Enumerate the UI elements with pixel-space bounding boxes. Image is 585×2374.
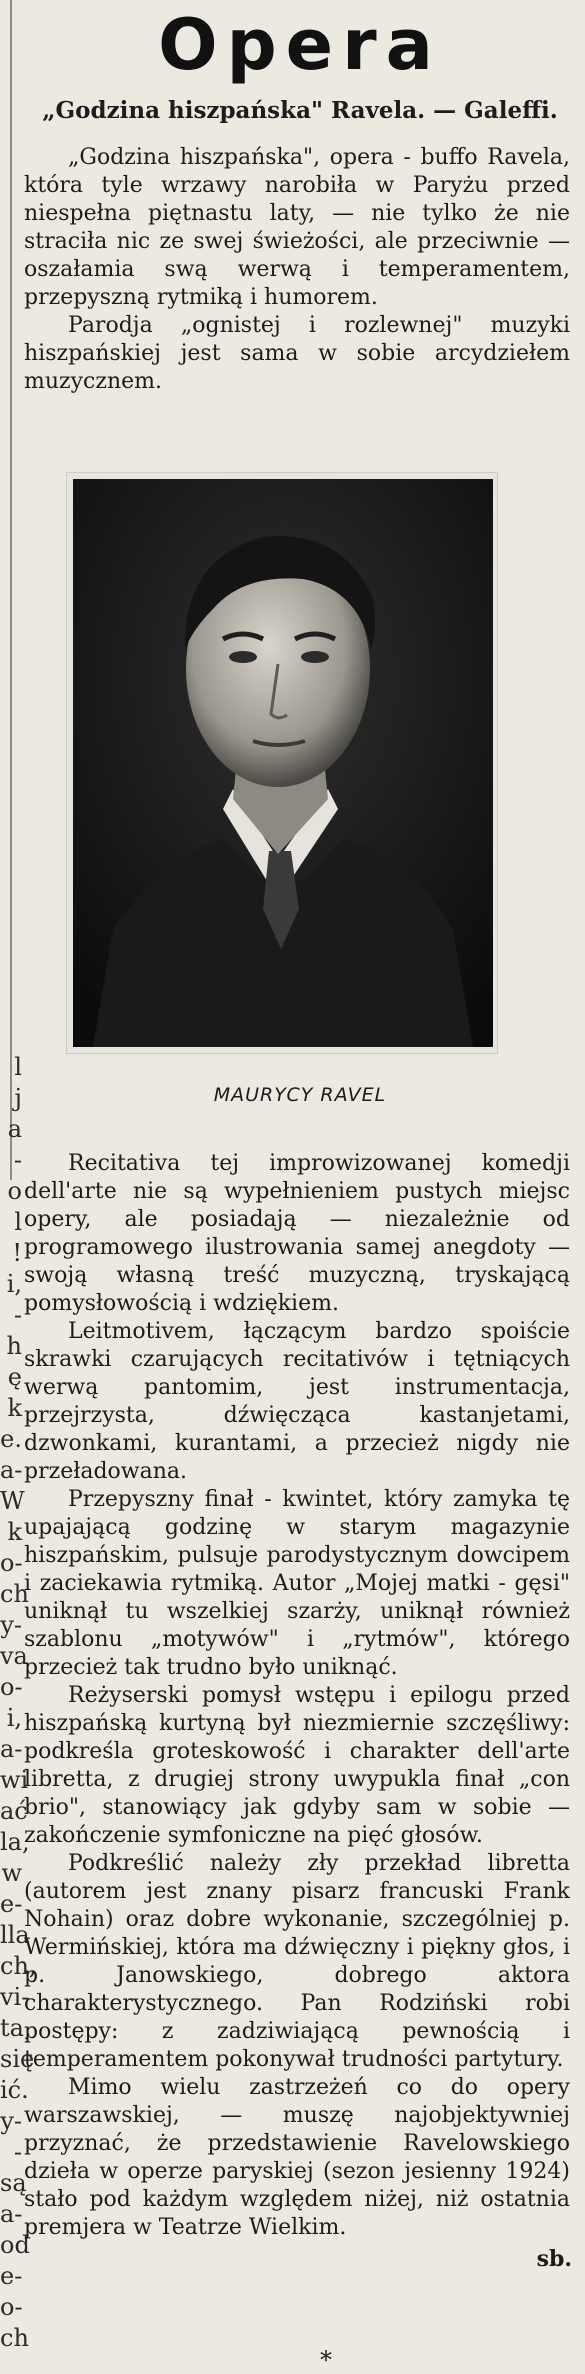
left-column-text-fragment: e.: [0, 1425, 22, 1453]
end-mark: *: [320, 2346, 332, 2374]
left-column-text-fragment: o: [7, 1177, 22, 1205]
left-column-text-fragment: ch: [0, 2324, 29, 2352]
body-paragraph: Leitmotivem, łączącym bardzo spoiście skrawki czarujących recitativów i tętniących werwą pantomim, jest instrumentacja, przejrzysta, dźwięcząca kastanjetami, dzwonkami, kurantami, a przecież nigdy nie przeładowana.: [24, 1319, 570, 1484]
left-column-text-fragment: ch: [0, 1580, 29, 1608]
left-column-text-fragment: la,: [0, 1828, 30, 1856]
left-column-text-fragment: a-: [0, 2200, 23, 2228]
body-paragraph: Recitativa tej improwizowanej komedji dell'arte nie są wypełnieniem pustych miejsc opery, ale posiadają — niezależnie od programowego ilustrowania samej anegdoty — swoją własną treść muzyczną, tryskającą pomysłowością i wdziękiem.: [24, 1151, 570, 1316]
portrait-photo: [66, 472, 498, 1054]
left-column-text-fragment: vi-: [0, 1983, 30, 2011]
left-column-text-fragment: W: [0, 1487, 25, 1515]
left-column-text-fragment: a: [7, 1115, 22, 1143]
portrait-svg: [73, 479, 493, 1047]
left-column-text-fragment: -: [13, 1146, 22, 1174]
left-column-text-fragment: o-: [0, 1673, 23, 1701]
left-column-text-fragment: ta,: [0, 2014, 32, 2042]
left-column-text-fragment: a-: [0, 1456, 23, 1484]
left-column-text-fragment: l: [14, 1208, 22, 1236]
body-paragraph: Reżyserski pomysł wstępu i epilogu przed hiszpańską kurtyną był niezmiernie szczęśliwy: podkreśla groteskowość i charakter dell'arte libretta, z drugiej strony uwypukla finał „con brio", stanowiący jak gdyby sam w sobie — zakończenie symfoniczne na pięć głosów.: [24, 1683, 570, 1848]
left-column-fragment: [0, 0, 37, 2372]
left-column-text-fragment: -: [13, 1301, 22, 1329]
left-column-text-fragment: od: [0, 2231, 30, 2259]
article: [24, 0, 576, 2374]
article-title: Opera: [158, 4, 442, 86]
left-column-text-fragment: e-: [0, 1890, 23, 1918]
left-column-text-fragment: ę: [7, 1363, 22, 1391]
left-column-text-fragment: ić.: [0, 2076, 29, 2104]
article-body: [24, 1150, 576, 2272]
body-paragraph: Przepyszny finał - kwintet, który zamyka tę upajającą godzinę w starym magazynie hiszpańskim, pulsuje parodystycznym dowcipem i zaciekawia rytmiką. Autor „Mojej matki - gęsi" uniknął tu wszelkiej szarży, uniknął również szablonu „motywów" i „rytmów", którego przecież tak trudno było uniknąć.: [24, 1487, 570, 1680]
left-column-text-fragment: o-: [0, 1549, 23, 1577]
left-column-text-fragment: -: [13, 2138, 22, 2166]
left-column-text-fragment: się: [0, 2045, 35, 2073]
left-column-text-fragment: wi: [0, 1766, 29, 1794]
left-column-text-fragment: k: [7, 1518, 22, 1546]
left-column-text-fragment: e-: [0, 2262, 23, 2290]
left-column-text-fragment: i,: [6, 1270, 22, 1298]
body-paragraph: Mimo wielu zastrzeżeń co do opery warszawskiej, — muszę najobjektywniej przyznać, że przedstawienie Ravelowskiego dzieła w operze paryskiej (sezon jesienny 1924) stało pod każdym względem niżej, niż ostatnia premjera w Teatrze Wielkim.: [24, 2075, 570, 2240]
intro-paragraph: Parodja „ognistej i rozlewnej" muzyki hiszpańskiej jest sama w sobie arcydziełem muzycznem.: [24, 313, 570, 394]
left-column-text-fragment: h: [6, 1332, 22, 1360]
left-column-text-fragment: y-: [0, 2107, 22, 2135]
left-column-text-fragment: y-: [0, 1611, 22, 1639]
intro-paragraph: „Godzina hiszpańska", opera - buffo Ravela, która tyle wrzawy narobiła w Paryżu przed niespełna piętnastu laty, — nie tylko że nie straciła nic ze swej świeżości, ale przeciwnie — oszałamia swą werwą i temperamentem, przepyszną rytmiką i humorem.: [24, 145, 570, 310]
left-column-text-fragment: lla: [0, 1921, 30, 1949]
left-column-text-fragment: j: [14, 1084, 22, 1112]
photo-caption: MAURYCY RAVEL: [213, 1084, 387, 1106]
portrait-image: [73, 479, 493, 1047]
body-paragraph: Podkreślić należy zły przekład libretta (autorem jest znany pisarz francuski Frank Nohain) oraz dobre wykonanie, szczególniej p. Wermińskiej, która ma dźwięczny i piękny głos, i p. Janowskiego, dobrego aktora charakterystycznego. Pan Rodziński robi postępy: z zadziwiającą pewnością i temperamentem pokonywał trudności partytury.: [24, 1851, 570, 2072]
article-subtitle: „Godzina hiszpańska" Ravela. — Galeffi.: [42, 97, 558, 124]
left-column-text-fragment: a-: [0, 1735, 23, 1763]
left-column-text-fragment: i,: [6, 1704, 22, 1732]
left-column-text-fragment: ch,: [0, 1952, 37, 1980]
left-column-text-fragment: w: [1, 1859, 22, 1887]
left-column-text-fragment: k: [7, 1394, 22, 1422]
left-column-text-fragment: l: [14, 1053, 22, 1081]
left-column-text-fragment: !: [12, 1239, 22, 1267]
left-column-text-fragment: va: [0, 1642, 28, 1670]
left-column-text-fragment: są: [0, 2169, 27, 2197]
column-divider: [10, 0, 12, 1180]
author-signature: sb.: [536, 2246, 572, 2272]
left-column-text-fragment: ać: [0, 1797, 28, 1825]
left-column-text-fragment: o-: [0, 2293, 23, 2321]
